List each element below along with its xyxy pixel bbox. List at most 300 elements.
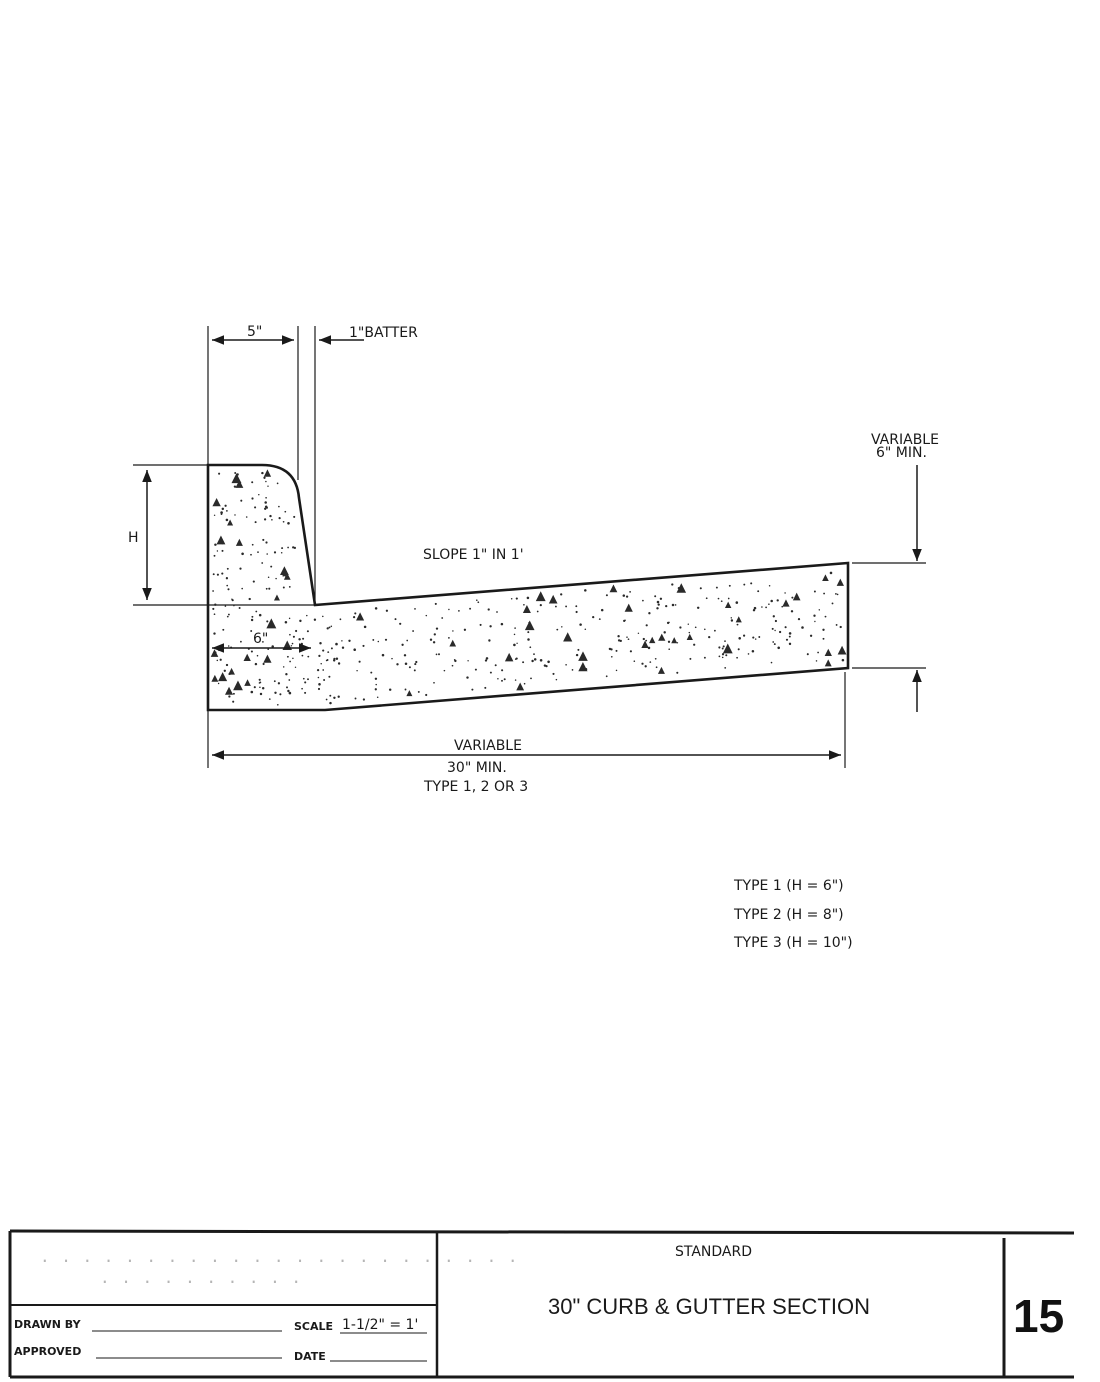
- aggregate-particle: [415, 661, 417, 663]
- aggregate-particle: [729, 585, 731, 587]
- aggregate-particle: [832, 602, 834, 604]
- aggregate-particle: [774, 643, 776, 645]
- aggregate-particle: [435, 603, 437, 605]
- aggregate-particle: [516, 643, 517, 644]
- aggregate-particle: [649, 661, 651, 663]
- aggregate-particle: [288, 679, 290, 681]
- aggregate-particle: [246, 516, 248, 518]
- scale-value: 1-1/2" = 1': [342, 1317, 419, 1333]
- aggregate-particle: [585, 629, 587, 631]
- aggregate-particle: [485, 659, 487, 661]
- aggregate-particle: [289, 634, 291, 636]
- aggregate-particle: [287, 547, 289, 549]
- aggregate-particle: [656, 666, 658, 668]
- aggregate-particle: [837, 594, 839, 596]
- aggregate-particle: [229, 673, 231, 675]
- aggregate-particle: [693, 644, 695, 646]
- aggregate-particle: [819, 609, 820, 610]
- aggregate-particle: [785, 626, 787, 628]
- aggregate-particle: [266, 620, 268, 622]
- aggregate-particle: [370, 672, 372, 674]
- dimension-height: [128, 465, 208, 605]
- dimension-gutter-depth: [212, 631, 311, 648]
- aggregate-particle: [524, 683, 526, 685]
- aggregate-particle: [728, 598, 730, 600]
- aggregate-particle: [434, 633, 436, 635]
- aggregate-particle: [354, 612, 356, 614]
- aggregate-particle: [677, 642, 678, 643]
- aggregate-particle: [348, 640, 350, 642]
- aggregate-particle: [314, 619, 316, 621]
- aggregate-particle: [283, 521, 285, 523]
- aggregate-particle: [274, 680, 276, 682]
- aggregate-particle: [301, 688, 303, 690]
- aggregate-particle: [723, 644, 733, 654]
- aggregate-particle: [375, 607, 378, 610]
- aggregate-particle: [476, 599, 478, 601]
- aggregate-particle: [784, 592, 785, 593]
- aggregate-particle: [769, 585, 771, 587]
- aggregate-particle: [668, 641, 670, 643]
- aggregate-particle: [244, 654, 251, 661]
- aggregate-particle: [279, 693, 281, 695]
- sheet-number: 15: [1013, 1290, 1065, 1342]
- aggregate-particle: [293, 516, 295, 518]
- aggregate-particle: [671, 583, 673, 585]
- aggregate-particle: [773, 615, 775, 617]
- drawn-by-label: DRAWN BY: [14, 1318, 81, 1331]
- aggregate-particle: [228, 645, 230, 647]
- aggregate-particle: [385, 639, 387, 641]
- aggregate-particle: [255, 663, 257, 665]
- aggregate-particle: [259, 614, 262, 617]
- aggregate-particle: [211, 675, 218, 682]
- aggregate-particle: [213, 573, 215, 575]
- aggregate-particle: [255, 611, 257, 613]
- aggregate-particle: [218, 650, 220, 652]
- type-3-row: TYPE 3 (H = 10"): [734, 935, 853, 951]
- aggregate-particle: [606, 594, 608, 596]
- aggregate-particle: [810, 635, 812, 637]
- aggregate-particle: [303, 678, 305, 680]
- aggregate-particle: [689, 632, 690, 633]
- aggregate-particle: [616, 670, 618, 672]
- aggregate-particle: [338, 662, 340, 664]
- aggregate-particle: [786, 639, 788, 641]
- aggregate-particle: [320, 663, 321, 664]
- dim-5-label: 5": [247, 324, 263, 340]
- aggregate-particle: [577, 649, 579, 651]
- aggregate-particle: [269, 515, 271, 517]
- aggregate-particle: [409, 666, 411, 668]
- aggregate-particle: [555, 606, 557, 608]
- aggregate-particle: [292, 658, 293, 659]
- aggregate-particle: [655, 658, 657, 660]
- aggregate-particle: [287, 656, 289, 658]
- aggregate-particle: [278, 682, 280, 684]
- aggregate-particle: [515, 679, 516, 680]
- aggregate-particle: [486, 657, 489, 660]
- aggregate-particle: [770, 600, 773, 603]
- aggregate-particle: [263, 477, 265, 479]
- aggregate-particle: [281, 547, 283, 549]
- aggregate-particle: [531, 660, 533, 662]
- aggregate-particle: [212, 608, 214, 610]
- aggregate-particle: [251, 481, 253, 483]
- aggregate-particle: [501, 680, 503, 682]
- aggregate-particle: [228, 695, 230, 697]
- aggregate-particle: [319, 642, 321, 644]
- aggregate-particle: [254, 686, 256, 688]
- aggregate-particle: [656, 607, 658, 609]
- aggregate-particle: [748, 653, 750, 655]
- aggregate-particle: [835, 593, 837, 595]
- dimension-variable-thickness: [852, 432, 939, 712]
- aggregate-particle: [317, 669, 319, 671]
- aggregate-particle: [736, 657, 738, 659]
- aggregate-particle: [830, 572, 833, 575]
- aggregate-particle: [353, 616, 355, 618]
- aggregate-particle: [638, 633, 639, 634]
- aggregate-particle: [791, 610, 793, 612]
- aggregate-particle: [277, 704, 279, 706]
- aggregate-particle: [306, 615, 307, 616]
- aggregate-particle: [326, 699, 328, 701]
- aggregate-particle: [227, 588, 229, 590]
- aggregate-particle: [641, 663, 643, 665]
- aggregate-particle: [514, 627, 516, 629]
- aggregate-particle: [836, 624, 838, 626]
- aggregate-particle: [516, 682, 524, 690]
- aggregate-particle: [232, 701, 234, 703]
- aggregate-particle: [752, 637, 754, 639]
- aggregate-particle: [265, 497, 267, 499]
- aggregate-particle: [725, 602, 731, 608]
- aggregate-particle: [556, 679, 558, 681]
- aggregate-particle: [488, 639, 490, 641]
- aggregate-particle: [687, 634, 693, 640]
- standard-label: STANDARD: [675, 1244, 753, 1260]
- aggregate-particle: [318, 683, 321, 686]
- aggregate-particle: [261, 472, 263, 474]
- aggregate-particle: [724, 640, 726, 642]
- aggregate-particle: [318, 655, 320, 657]
- types-table: [733, 878, 853, 951]
- aggregate-particle: [267, 485, 268, 486]
- aggregate-particle: [259, 686, 261, 688]
- aggregate-particle: [458, 610, 460, 612]
- aggregate-particle: [823, 593, 825, 595]
- aggregate-particle: [225, 687, 233, 695]
- aggregate-particle: [750, 582, 752, 584]
- aggregate-particle: [378, 641, 380, 643]
- aggregate-particle: [302, 655, 304, 657]
- aggregate-particle: [789, 643, 791, 645]
- aggregate-particle: [523, 604, 525, 606]
- aggregate-particle: [301, 643, 303, 645]
- aggregate-particle: [754, 607, 757, 610]
- aggregate-particle: [530, 677, 532, 679]
- aggregate-particle: [364, 626, 367, 629]
- aggregate-particle: [814, 621, 815, 622]
- aggregate-particle: [825, 649, 832, 656]
- aggregate-particle: [527, 597, 530, 600]
- aggregate-particle: [660, 598, 662, 600]
- aggregate-particle: [294, 547, 296, 549]
- aggregate-particle: [565, 605, 567, 607]
- aggregate-particle: [224, 505, 226, 507]
- aggregate-particle: [250, 554, 252, 556]
- aggregate-particle: [663, 631, 665, 633]
- aggregate-particle: [576, 654, 578, 656]
- aggregate-particle: [362, 645, 364, 647]
- aggregate-particle: [265, 541, 267, 543]
- aggregate-particle: [585, 668, 587, 670]
- aggregate-particle: [226, 519, 229, 522]
- aggregate-particle: [327, 627, 329, 629]
- aggregate-particle: [646, 624, 648, 626]
- aggregate-particle: [269, 698, 271, 700]
- aggregate-particle: [610, 648, 612, 650]
- aggregate-particle: [772, 628, 774, 630]
- aggregate-particle: [510, 658, 512, 660]
- aggregate-particle: [791, 597, 793, 599]
- aggregate-particle: [418, 691, 420, 693]
- aggregate-particle: [244, 679, 251, 686]
- aggregate-particle: [406, 690, 412, 696]
- aggregate-particle: [274, 595, 280, 601]
- aggregate-particle: [264, 508, 266, 510]
- aggregate-particle: [825, 659, 832, 666]
- aggregate-particle: [323, 679, 325, 681]
- aggregate-particle: [689, 658, 691, 660]
- aggregate-particle: [511, 598, 513, 600]
- aggregate-particle: [496, 611, 498, 613]
- aggregate-particle: [333, 658, 335, 660]
- aggregate-particle: [537, 611, 539, 613]
- aggregate-particle: [356, 612, 364, 620]
- aggregate-particle: [307, 630, 309, 632]
- aggregate-particle: [738, 648, 740, 650]
- aggregate-particle: [241, 553, 244, 556]
- aggregate-particle: [289, 692, 292, 695]
- aggregate-particle: [704, 629, 706, 631]
- aggregate-particle: [241, 588, 243, 590]
- aggregate-particle: [285, 621, 288, 624]
- aggregate-particle: [697, 607, 699, 609]
- aggregate-particle: [234, 514, 235, 515]
- aggregate-particle: [816, 660, 818, 662]
- aggregate-particle: [580, 658, 582, 660]
- aggregate-particle: [401, 644, 403, 646]
- aggregate-particle: [260, 693, 262, 695]
- aggregate-particle: [516, 598, 518, 600]
- aggregate-particle: [279, 517, 281, 519]
- aggregate-particle: [540, 604, 542, 606]
- aggregate-particle: [501, 623, 504, 626]
- aggregate-particle: [527, 631, 529, 633]
- aggregate-particle: [645, 665, 647, 667]
- aggregate-particle: [270, 566, 272, 568]
- aggregate-particle: [217, 574, 219, 576]
- aggregate-particle: [842, 659, 845, 662]
- aggregate-particle: [391, 658, 393, 660]
- height-label: H: [128, 530, 139, 546]
- aggregate-particle: [721, 600, 723, 602]
- aggregate-particle: [322, 669, 324, 671]
- aggregate-particle: [264, 518, 266, 520]
- aggregate-particle: [292, 643, 294, 645]
- aggregate-particle: [433, 641, 435, 643]
- aggregate-particle: [255, 521, 257, 523]
- aggregate-particle: [525, 620, 535, 630]
- aggregate-particle: [823, 638, 825, 640]
- aggregate-particle: [214, 515, 215, 516]
- aggregate-particle: [399, 623, 401, 625]
- aggregate-particle: [793, 593, 801, 601]
- aggregate-particle: [813, 615, 815, 617]
- aggregate-particle: [772, 641, 774, 643]
- aggregate-particle: [592, 616, 594, 618]
- aggregate-particle: [212, 590, 214, 592]
- aggregate-particle: [214, 613, 216, 615]
- aggregate-particle: [490, 672, 492, 674]
- aggregate-particle: [722, 653, 724, 655]
- aggregate-particle: [610, 585, 618, 593]
- aggregate-particle: [233, 693, 235, 695]
- aggregate-particle: [284, 511, 286, 513]
- aggregate-particle: [214, 603, 216, 605]
- curb-gutter-section: [208, 465, 848, 710]
- aggregate-particle: [287, 522, 290, 525]
- aggregate-particle: [782, 599, 789, 606]
- type-1-row: TYPE 1 (H = 6"): [734, 878, 844, 894]
- aggregate-particle: [505, 653, 513, 661]
- aggregate-particle: [218, 672, 227, 681]
- aggregate-particle: [220, 659, 222, 661]
- aggregate-particle: [234, 472, 236, 474]
- aggregate-particle: [623, 594, 626, 597]
- aggregate-particle: [722, 657, 724, 659]
- aggregate-particle: [291, 645, 292, 646]
- aggregate-particle: [281, 552, 283, 554]
- aggregate-particle: [761, 606, 763, 608]
- aggregate-particle: [271, 519, 273, 521]
- aggregate-particle: [414, 669, 416, 671]
- aggregate-particle: [355, 698, 357, 700]
- aggregate-particle: [234, 485, 236, 487]
- aggregate-particle: [436, 627, 438, 629]
- aggregate-particle: [322, 650, 324, 652]
- aggregate-particle: [623, 620, 625, 622]
- aggregate-particle: [304, 681, 306, 683]
- aggregate-particle: [338, 696, 340, 698]
- aggregate-particle: [822, 574, 829, 581]
- aggregate-particle: [322, 616, 324, 618]
- aggregate-particle: [278, 506, 280, 508]
- aggregate-particle: [444, 670, 446, 672]
- overall-30-min-label: 30" MIN.: [447, 760, 507, 776]
- aggregate-particle: [265, 505, 268, 508]
- aggregate-particle: [649, 637, 655, 643]
- aggregate-particle: [798, 618, 800, 620]
- aggregate-particle: [469, 608, 471, 610]
- aggregate-particle: [807, 653, 809, 655]
- aggregate-particle: [414, 663, 416, 665]
- aggregate-particle: [327, 651, 329, 653]
- aggregate-particle: [249, 598, 251, 600]
- aggregate-particle: [777, 647, 780, 650]
- aggregate-particle: [326, 660, 328, 662]
- aggregate-particle: [261, 562, 263, 564]
- aggregate-particle: [497, 678, 499, 680]
- aggregate-particle: [630, 650, 632, 652]
- aggregate-particle: [217, 660, 219, 662]
- aggregate-particle: [626, 595, 628, 597]
- aggregate-particle: [307, 656, 309, 658]
- aggregate-particle: [342, 647, 344, 649]
- aggregate-particle: [563, 632, 572, 641]
- aggregate-particle: [372, 639, 374, 641]
- aggregate-particle: [714, 630, 716, 632]
- aggregate-particle: [738, 637, 741, 640]
- aggregate-particle: [268, 576, 270, 578]
- aggregate-particle: [452, 630, 453, 631]
- aggregate-particle: [307, 678, 309, 680]
- aggregate-particle: [657, 601, 660, 604]
- aggregate-particle: [700, 587, 702, 589]
- aggregate-particle: [658, 634, 665, 641]
- aggregate-particle: [467, 660, 468, 661]
- aggregate-particle: [227, 616, 229, 618]
- aggregate-particle: [672, 604, 675, 607]
- aggregate-particle: [706, 597, 708, 599]
- aggregate-particle: [522, 661, 524, 663]
- aggregate-particle: [265, 481, 267, 483]
- aggregate-particle: [382, 654, 385, 657]
- aggregate-particle: [475, 669, 477, 671]
- aggregate-particle: [480, 624, 482, 626]
- aggregate-particle: [254, 506, 256, 508]
- aggregate-particle: [464, 629, 466, 631]
- drawing-title: 30" CURB & GUTTER SECTION: [548, 1294, 870, 1319]
- type-2-row: TYPE 2 (H = 8"): [734, 907, 844, 923]
- aggregate-particle: [259, 679, 261, 681]
- aggregate-particle: [578, 651, 588, 661]
- aggregate-particle: [837, 579, 844, 586]
- aggregate-particle: [789, 632, 792, 635]
- aggregate-particle: [236, 539, 243, 546]
- aggregate-particle: [533, 653, 535, 655]
- aggregate-particle: [438, 653, 440, 655]
- aggregate-particle: [266, 618, 276, 628]
- aggregate-particle: [544, 664, 546, 666]
- aggregate-particle: [477, 601, 479, 603]
- aggregate-particle: [218, 473, 220, 475]
- aggregate-particle: [779, 631, 781, 633]
- aggregate-particle: [262, 687, 264, 689]
- aggregate-particle: [233, 680, 243, 690]
- aggregate-particle: [213, 632, 215, 634]
- aggregate-particle: [329, 702, 331, 704]
- aggregate-particle: [246, 684, 247, 685]
- aggregate-particle: [565, 664, 567, 666]
- aggregate-particle: [289, 618, 290, 619]
- aggregate-particle: [634, 660, 636, 662]
- aggregate-particle: [665, 605, 667, 607]
- aggregate-particle: [404, 654, 406, 656]
- aggregate-particle: [654, 595, 656, 597]
